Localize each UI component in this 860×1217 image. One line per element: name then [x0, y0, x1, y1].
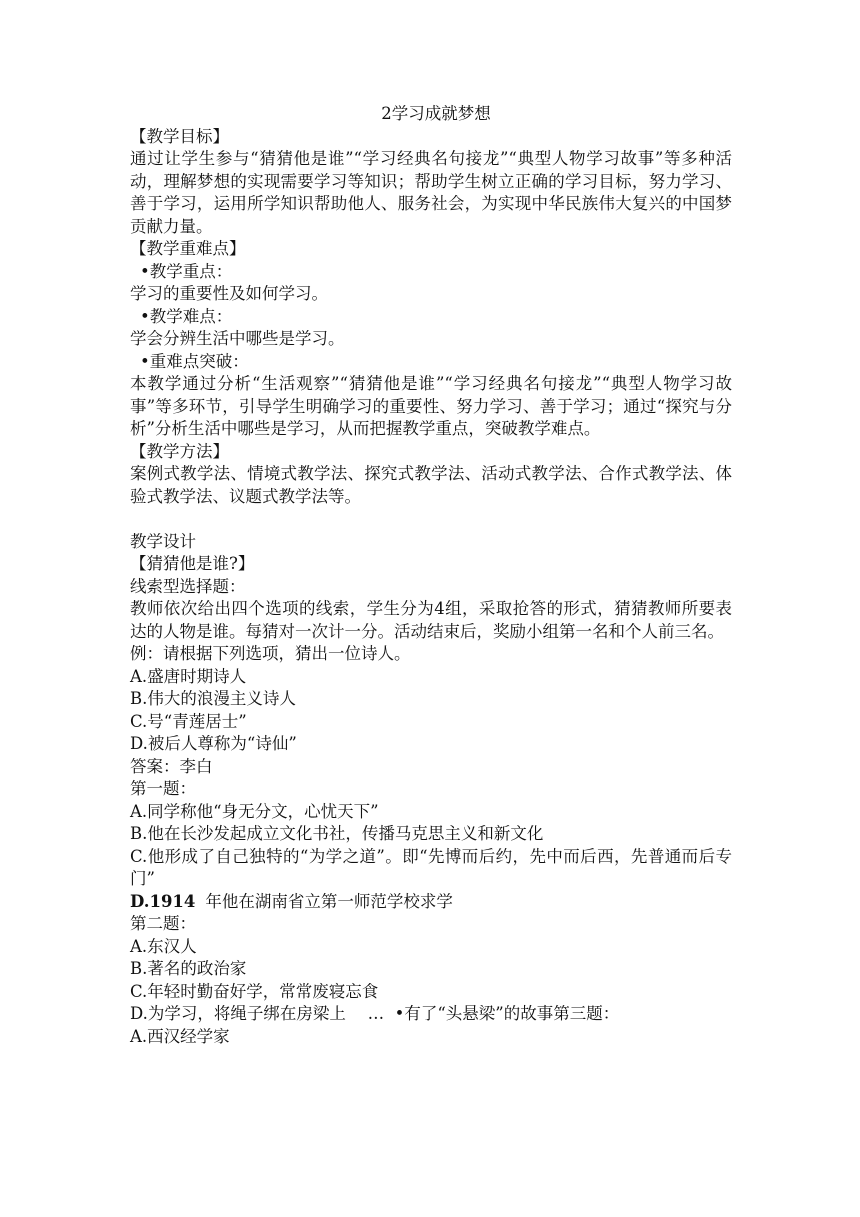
guess-rules: 教师依次给出四个选项的线索，学生分为4组，采取抢答的形式，猜猜教师所要表达的人物是谁。每猜对一次计一分。活动结束后，奖励小组第一名和个人前三名。	[130, 599, 732, 641]
method-heading: 【教学方法】	[130, 441, 229, 461]
blank-line	[130, 508, 732, 531]
q2-option-a: A.东汉人	[130, 936, 197, 956]
q1-option-b: B.他在长沙发起成立文化书社，传播马克思主义和新文化	[130, 824, 544, 843]
q2-heading: 第二题：	[130, 914, 196, 933]
example-option-b: B.伟大的浪漫主义诗人	[130, 689, 296, 708]
q1-option-d-prefix: D.1914	[130, 891, 196, 911]
q3-option-a: A.西汉经学家	[130, 1026, 230, 1046]
example-intro: 例：请根据下列选项，猜出一位诗人。	[130, 644, 411, 663]
key-heading: 【教学重难点】	[130, 239, 246, 258]
example-answer: 答案：李白	[130, 756, 213, 776]
document-title: 2学习成就梦想	[381, 104, 491, 123]
q2-option-b: B.著名的政治家	[130, 959, 247, 978]
key-point-text: 学习的重要性及如何学习。	[130, 284, 328, 303]
q1-option-d-text: 年他在湖南省立第一师范学校求学	[205, 891, 453, 911]
q1-heading: 第一题：	[130, 779, 196, 798]
q1-option-c: C.他形成了自己独特的“为学之道”。即“先博而后约，先中而后西，先普通而后专门”	[130, 846, 732, 888]
goal-text: 通过让学生参与“猜猜他是谁”“学习经典名句接龙”“典型人物学习故事”等多种活动，理解梦想的实现需要学习等知识；帮助学生树立正确的学习目标，努力学习、善于学习，运用所学知识帮助他人、服务社会，为实现中华民族伟大复兴的中国梦贡献力量。	[130, 149, 732, 236]
breakthrough-text: 本教学通过分析“生活观察”“猜猜他是谁”“学习经典名句接龙”“典型人物学习故事”等多环节，引导学生明确学习的重要性、努力学习、善于学习；通过“探究与分析”分析生活中哪些是学习，从而把握教学重点，突破教学难点。	[130, 374, 732, 438]
guess-heading: 【猜猜他是谁?】	[130, 554, 255, 573]
method-text: 案例式教学法、情境式教学法、探究式教学法、活动式教学法、合作式教学法、体验式教学法、议题式教学法等。	[130, 464, 732, 506]
design-heading: 教学设计	[130, 531, 196, 551]
breakthrough-label: •重难点突破：	[140, 351, 249, 371]
difficulty-text: 学会分辨生活中哪些是学习。	[130, 329, 345, 348]
guess-type: 线索型选择题：	[130, 576, 246, 596]
example-option-a: A.盛唐时期诗人	[130, 666, 247, 686]
q2-option-d: D.为学习，将绳子绑在房梁上 … •有了“头悬梁”的故事第三题：	[130, 1004, 620, 1023]
document-body	[130, 103, 732, 1048]
example-option-d: D.被后人尊称为“诗仙”	[130, 734, 297, 753]
q1-option-d	[130, 891, 732, 914]
goal-heading: 【教学目标】	[130, 126, 229, 146]
q2-option-c: C.年轻时勤奋好学，常常废寝忘食	[130, 981, 379, 1001]
difficulty-label: •教学难点：	[140, 306, 233, 326]
key-point-label: •教学重点：	[140, 261, 233, 281]
example-option-c: C.号“青莲居士”	[130, 711, 247, 731]
q1-option-a: A.同学称他“身无分文，心忧天下”	[130, 801, 379, 821]
